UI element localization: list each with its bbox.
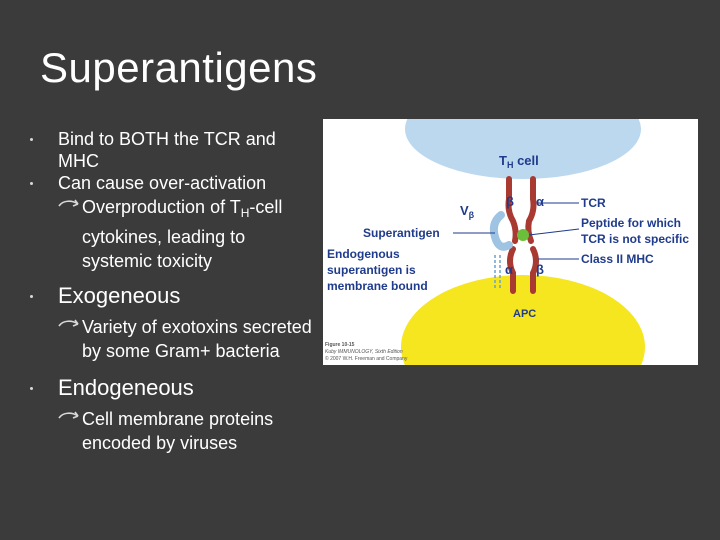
- bullet-text: Can cause over-activation: [58, 173, 267, 193]
- alpha-label: α: [536, 194, 544, 209]
- figure-caption-2: Kuby IMMUNOLOGY, Sixth Edition: [325, 349, 403, 355]
- apc-cell: [401, 275, 645, 365]
- bullet-list: [30, 128, 320, 455]
- peptide-icon: [517, 229, 529, 241]
- v-beta-label: $V_\beta$: [460, 203, 475, 220]
- th-cell-label: $T_H$ cell: [499, 153, 539, 170]
- sub-bullet-text: Overproduction of $T_H$-cell cytokines, leading to systemic toxicity: [82, 197, 283, 271]
- mhc-beta-label: β: [536, 262, 544, 277]
- endogenous-label-1: Endogenous: [327, 247, 400, 261]
- bullet-dot-icon: [30, 138, 33, 141]
- sub-bullet-exotoxins: [30, 315, 320, 363]
- bullet-overactivation: [30, 172, 320, 194]
- bullet-endogeneous: [30, 375, 320, 401]
- superantigen-figure: [323, 119, 698, 365]
- endogenous-label-2: superantigen is: [327, 263, 416, 277]
- beta-label: β: [506, 194, 514, 209]
- bullet-dot-icon: [30, 295, 33, 298]
- sub-bullet-viral-proteins: [30, 407, 320, 455]
- peptide-label-2: TCR is not specific: [581, 232, 690, 246]
- bullet-dot-icon: [30, 182, 33, 185]
- peptide-label-1: Peptide for which: [581, 216, 682, 230]
- figure-caption-3: © 2007 W.H. Freeman and Company: [325, 356, 408, 362]
- bullet-text: Exogeneous: [58, 283, 181, 308]
- class2-mhc-label: Class II MHC: [581, 252, 654, 266]
- bullet-bind: [30, 128, 320, 172]
- bullet-exogeneous: [30, 283, 320, 309]
- sub-bullet-overproduction: [30, 195, 320, 273]
- sub-bullet-text: Cell membrane proteins encoded by viruses: [82, 409, 274, 453]
- tcr-beta-chain: [509, 179, 516, 241]
- mhc-alpha-label: α: [505, 262, 513, 277]
- superantigen-diagram: [323, 119, 698, 365]
- t-helper-cell: [405, 119, 641, 179]
- tcr-label: TCR: [581, 196, 606, 210]
- figure-caption-1: Figure 10-15: [325, 342, 355, 348]
- bullet-dot-icon: [30, 387, 33, 390]
- arrow-bullet-icon: [58, 411, 80, 425]
- apc-label: APC: [513, 308, 537, 320]
- bullet-text: Endogeneous: [58, 375, 194, 400]
- slide-title: Superantigens: [40, 44, 318, 91]
- superantigen-label: Superantigen: [363, 226, 440, 240]
- superantigen-shape: [494, 215, 509, 247]
- bullet-text: Bind to BOTH the TCR and MHC: [58, 129, 276, 171]
- peptide-leader-line: [529, 229, 579, 235]
- endogenous-label-3: membrane bound: [327, 279, 428, 293]
- arrow-bullet-icon: [58, 319, 80, 333]
- sub-bullet-text: Variety of exotoxins secreted by some Gram+ bacteria: [82, 317, 312, 361]
- tcr-alpha-chain: [528, 179, 533, 241]
- arrow-bullet-icon: [58, 199, 80, 213]
